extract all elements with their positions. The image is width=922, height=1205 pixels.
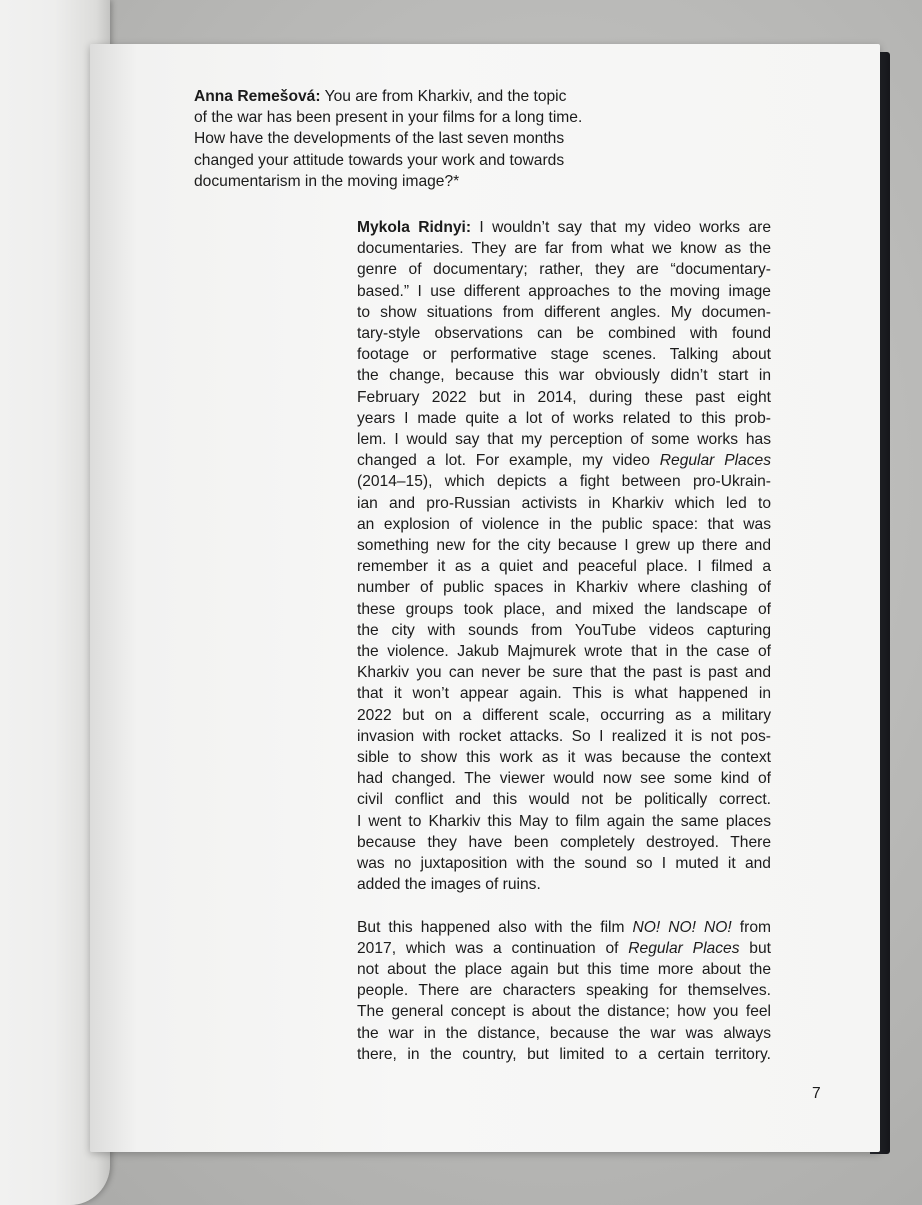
answer-line: Kharkiv you can never be sure that the past is past and: [357, 664, 771, 682]
answer-line: tary-style observations can be combined with found: [357, 325, 771, 343]
interview-answer: [357, 217, 771, 1065]
answer-line: footage or performative stage scenes. Talking about: [357, 346, 771, 364]
interview-question: [194, 86, 610, 192]
answer-line: to show situations from different angles. My documen-: [357, 303, 771, 321]
question-line: changed your attitude towards your work and towards: [194, 151, 565, 169]
answer-line: I went to Kharkiv this May to film again the same places: [357, 812, 771, 830]
answer-line: invasion with rocket attacks. So I realized it is not pos-: [357, 727, 771, 745]
answer-line: ian and pro-Russian activists in Kharkiv which led to: [357, 494, 771, 512]
answer-line: added the images of ruins.: [357, 876, 541, 894]
question-line: Anna Remešová: You are from Kharkiv, and the topic: [194, 88, 567, 105]
answer-line: 2022 but on a different scale, occurring as a military: [357, 706, 771, 724]
page-number: 7: [812, 1085, 821, 1102]
answer-line: because they have been completely destroyed. There: [357, 833, 771, 851]
question-line: How have the developments of the last seven months: [194, 130, 565, 148]
question-speaker: Anna Remešová:: [194, 88, 321, 105]
answer-line: that it won’t appear again. This is what happened in: [357, 685, 771, 703]
answer-line: number of public spaces in Kharkiv where clashing of: [357, 579, 771, 597]
question-line: of the war has been present in your films for a long time.: [194, 109, 583, 127]
answer-line: people. There are characters speaking for themselves.: [357, 982, 771, 1000]
answer-paragraph-2: [357, 917, 771, 1065]
answer-line: there, in the country, but limited to a certain territory.: [357, 1045, 771, 1063]
answer-line: something new for the city because I grew up there and: [357, 537, 771, 555]
answer-line: The general concept is about the distance; how you feel: [357, 1003, 771, 1021]
question-line: documentarism in the moving image?*: [194, 172, 460, 190]
answer-line: years I made quite a lot of works related to this prob-: [357, 409, 771, 427]
answer-line: 2017, which was a continuation of Regular Places but: [357, 939, 771, 957]
work-title: NO! NO! NO!: [632, 918, 732, 936]
work-title: Regular Places: [659, 452, 771, 470]
answer-line: Mykola Ridnyi: I wouldn’t say that my video works are: [357, 219, 771, 236]
answer-line: an explosion of violence in the public space: that was: [357, 515, 771, 533]
answer-line: documentaries. They are far from what we know as the: [357, 240, 771, 258]
answer-line: February 2022 but in 2014, during these past eight: [357, 388, 771, 406]
answer-line: the war in the distance, because the war was always: [357, 1024, 771, 1042]
answer-line: sible to show this work as it was because the context: [357, 749, 771, 767]
work-title: Regular Places: [628, 939, 740, 957]
answer-speaker: Mykola Ridnyi:: [357, 219, 472, 236]
answer-line: the change, because this war obviously didn’t start in: [357, 367, 771, 385]
answer-line: was no juxtaposition with the sound so I muted it and: [357, 855, 771, 873]
answer-line: changed a lot. For example, my video Regular Places: [357, 452, 771, 470]
answer-line: the city with sounds from YouTube videos capturing: [357, 621, 771, 639]
answer-line: lem. I would say that my perception of some works has: [357, 431, 771, 449]
answer-line: But this happened also with the film NO! NO! NO! from: [357, 918, 771, 936]
answer-line: not about the place again but this time more about the: [357, 960, 771, 978]
answer-line: remember it as a quiet and peaceful place. I filmed a: [357, 558, 771, 576]
answer-line: (2014–15), which depicts a fight between pro-Ukrain-: [357, 473, 771, 491]
answer-line: had changed. The viewer would now see some kind of: [357, 770, 771, 788]
answer-line: genre of documentary; rather, they are “documentary-: [357, 261, 771, 279]
answer-line: these groups took place, and mixed the landscape of: [357, 600, 771, 618]
answer-line: civil conflict and this would not be politically correct.: [357, 791, 771, 809]
answer-paragraph-1: [357, 217, 771, 896]
answer-line: based.” I use different approaches to the moving image: [357, 282, 771, 300]
answer-line: the violence. Jakub Majmurek wrote that in the case of: [357, 643, 771, 661]
